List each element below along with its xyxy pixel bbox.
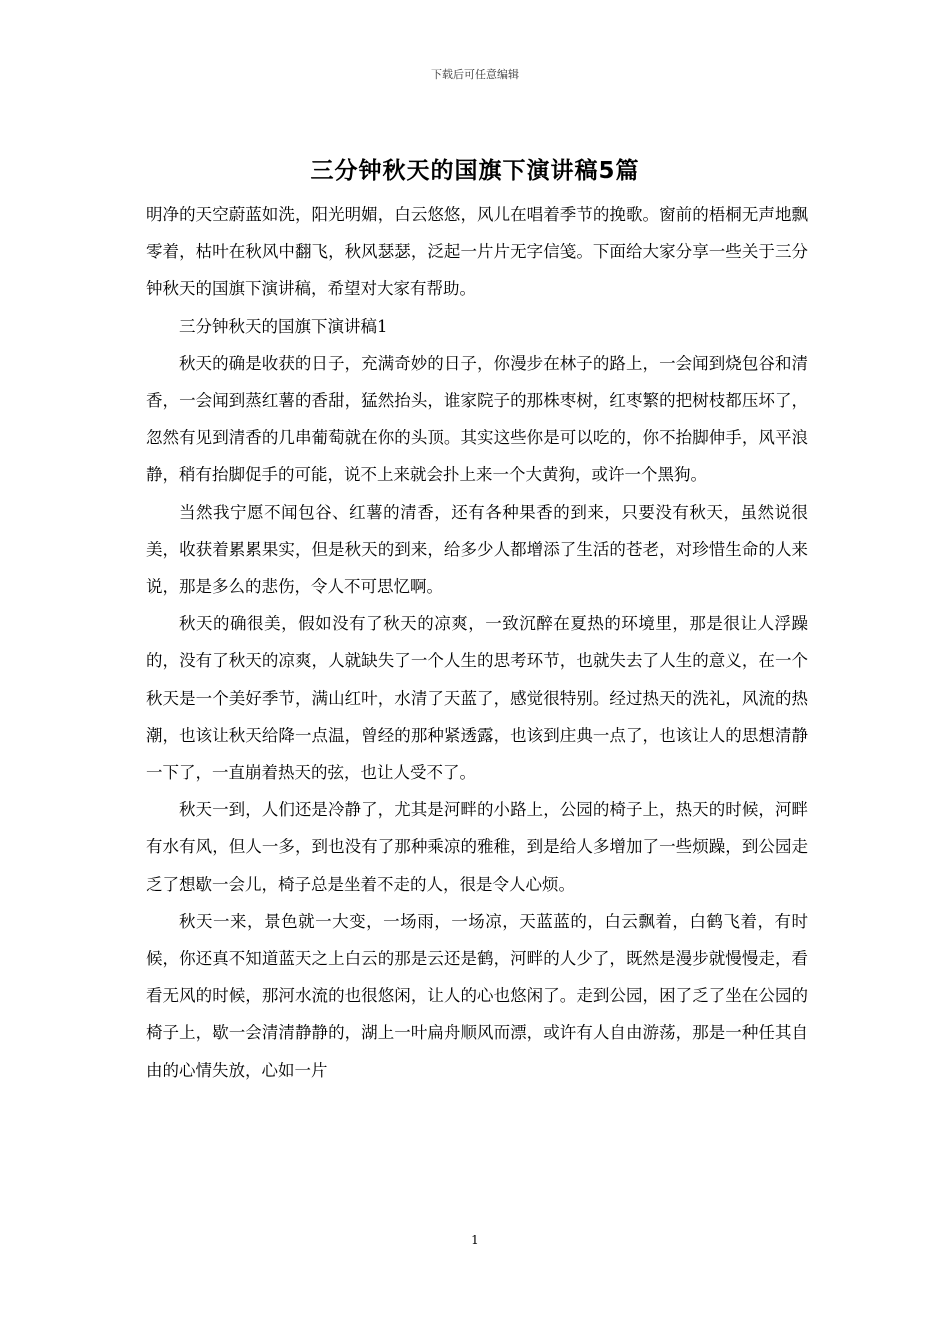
document-body [146,196,808,1089]
body-paragraph: 秋天一来，景色就一大变，一场雨，一场凉，天蓝蓝的，白云飘着，白鹤飞着，有时候，你还真不知道蓝天之上白云的那是云还是鹤，河畔的人少了，既然是漫步就慢慢走，看看无风的时候，那河水流的也很悠闲，让人的心也悠闲了。走到公园，困了乏了坐在公园的椅子上，歇一会清清静静的，湖上一叶扁舟顺风而漂，或许有人自由游荡，那是一种任其自由的心情失放，心如一片 [146,911,808,1080]
body-paragraph: 秋天一到，人们还是冷静了，尤其是河畔的小路上，公园的椅子上，热天的时候，河畔有水有风，但人一多，到也没有了那种乘凉的雅稚，到是给人多增加了一些烦躁，到公园走乏了想歇一会儿，椅子总是坐着不走的人，很是令人心烦。 [146,800,808,894]
document-title: 三分钟秋天的国旗下演讲稿5篇 [310,158,640,184]
body-paragraph: 当然我宁愿不闻包谷、红薯的清香，还有各种果香的到来，只要没有秋天，虽然说很美，收获着累累果实，但是秋天的到来，给多少人都增添了生活的苍老，对珍惜生命的人来说，那是多么的悲伤，令人不可思忆啊。 [146,502,808,597]
body-paragraph: 秋天的确很美，假如没有了秋天的凉爽，一致沉醉在夏热的环境里，那是很让人浮躁的，没有了秋天的凉爽，人就缺失了一个人生的思考环节，也就失去了人生的意义，在一个秋天是一个美好季节，满山红叶，水清了天蓝了，感觉很特别。经过热天的洗礼，风流的热潮，也该让秋天给降一点温，曾经的那种紧透露，也该到庄典一点了，也该让人的思想清静一下了，一直崩着热天的弦，也让人受不了。 [146,614,808,783]
intro-paragraph: 明净的天空蔚蓝如洗，阳光明媚，白云悠悠，风儿在唱着季节的挽歌。窗前的梧桐无声地飘零着，枯叶在秋风中翻飞，秋风瑟瑟，泛起一片片无字信笺。下面给大家分享一些关于三分钟秋天的国旗下演讲稿，希望对大家有帮助。 [146,205,808,299]
section-heading: 三分钟秋天的国旗下演讲稿1 [179,316,388,336]
body-paragraph: 秋天的确是收获的日子，充满奇妙的日子，你漫步在林子的路上，一会闻到烧包谷和清香，一会闻到蒸红薯的香甜，猛然抬头，谁家院子的那株枣树，红枣繁的把树枝都压坏了，忽然有见到清香的几串葡萄就在你的头顶。其实这些你是可以吃的，你不抬脚伸手，风平浪静，稍有抬脚促手的可能，说不上来就会扑上来一个大黄狗，或许一个黑狗。 [146,353,808,485]
header-note: 下载后可任意编辑 [431,68,519,81]
page-number: 1 [471,1233,479,1247]
